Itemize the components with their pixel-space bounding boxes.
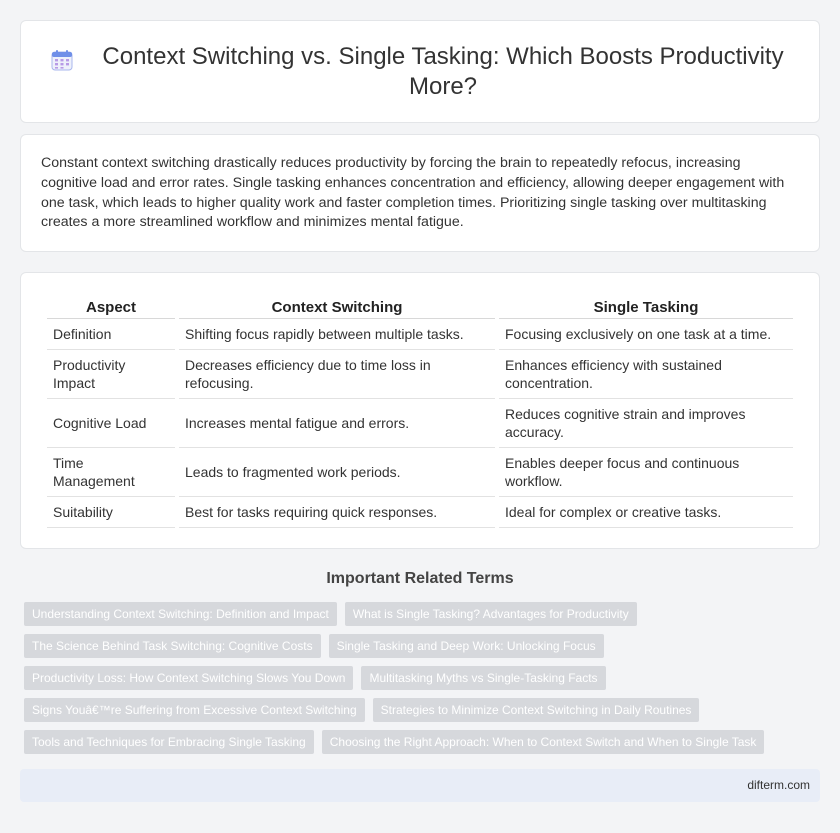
related-term-tag[interactable]: The Science Behind Task Switching: Cognitive Costs — [24, 634, 321, 658]
table-cell: Leads to fragmented work periods. — [179, 448, 495, 497]
table-row — [47, 319, 793, 350]
related-term-tag[interactable]: Strategies to Minimize Context Switching in Daily Routines — [373, 698, 700, 722]
intro-paragraph: Constant context switching drastically reduces productivity by forcing the brain to repeatedly refocus, increasing cognitive load and error rates. Single tasking enhances concentration and efficiency, allowing deeper engagement with one task, which leads to higher quality work and faster completion times. Prioritizing single tasking over multitasking creates a more streamlined workflow and minimizes mental fatigue. — [41, 155, 785, 231]
related-term-tag[interactable]: Productivity Loss: How Context Switching Slows You Down — [24, 666, 353, 690]
column-header-context-switching: Context Switching — [179, 295, 495, 319]
table-cell: Suitability — [47, 497, 175, 528]
table-cell: Reduces cognitive strain and improves accuracy. — [499, 399, 793, 448]
page-title: Context Switching vs. Single Tasking: Which Boosts Productivity More? — [102, 42, 784, 100]
table-row — [47, 497, 793, 528]
comparison-table — [43, 295, 797, 528]
related-term-tag[interactable]: Single Tasking and Deep Work: Unlocking Focus — [329, 634, 604, 658]
header-card — [20, 20, 820, 123]
related-term-tag[interactable]: Multitasking Myths vs Single-Tasking Facts — [361, 666, 605, 690]
table-cell: Time Management — [47, 448, 175, 497]
intro-card — [20, 134, 820, 252]
related-term-tag[interactable]: What is Single Tasking? Advantages for Productivity — [345, 602, 637, 626]
table-row — [47, 350, 793, 399]
table-cell: Focusing exclusively on one task at a time. — [499, 319, 793, 350]
table-row — [47, 399, 793, 448]
table-cell: Definition — [47, 319, 175, 350]
related-term-tag[interactable]: Understanding Context Switching: Definition and Impact — [24, 602, 337, 626]
related-term-tag[interactable]: Signs Youâ€™re Suffering from Excessive Context Switching — [24, 698, 365, 722]
table-row — [47, 448, 793, 497]
column-header-single-tasking: Single Tasking — [499, 295, 793, 319]
table-cell: Enhances efficiency with sustained concentration. — [499, 350, 793, 399]
table-header-row — [47, 295, 793, 319]
related-terms-list — [24, 602, 824, 754]
calendar-icon — [51, 49, 73, 71]
comparison-table-card — [20, 272, 820, 549]
column-header-aspect: Aspect — [47, 295, 175, 319]
table-cell: Decreases efficiency due to time loss in refocusing. — [179, 350, 495, 399]
related-term-tag[interactable]: Tools and Techniques for Embracing Single Tasking — [24, 730, 314, 754]
site-link[interactable]: difterm.com — [747, 778, 810, 792]
table-cell: Increases mental fatigue and errors. — [179, 399, 495, 448]
table-cell: Enables deeper focus and continuous workflow. — [499, 448, 793, 497]
related-term-tag[interactable]: Choosing the Right Approach: When to Context Switch and When to Single Task — [322, 730, 765, 754]
table-cell: Shifting focus rapidly between multiple tasks. — [179, 319, 495, 350]
table-cell: Best for tasks requiring quick responses. — [179, 497, 495, 528]
footer — [20, 769, 820, 802]
table-cell: Productivity Impact — [47, 350, 175, 399]
related-terms-title: Important Related Terms — [326, 570, 514, 587]
table-cell: Ideal for complex or creative tasks. — [499, 497, 793, 528]
table-cell: Cognitive Load — [47, 399, 175, 448]
